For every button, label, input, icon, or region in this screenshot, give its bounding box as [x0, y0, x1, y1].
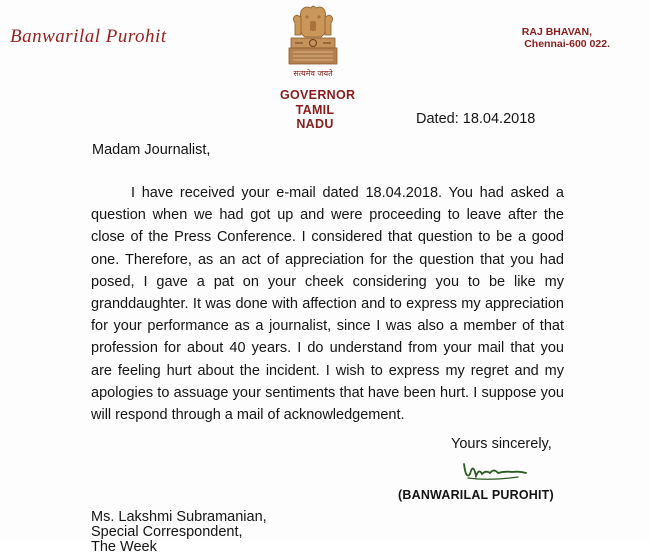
office-title-governor: GOVERNOR	[280, 88, 356, 102]
emblem-motto: सत्यमेव जयते	[293, 69, 333, 78]
state-emblem-icon	[283, 3, 343, 81]
recipient-title: Special Correspondent,	[91, 524, 243, 540]
closing: Yours sincerely,	[451, 436, 552, 452]
handwritten-signature	[460, 458, 530, 484]
letter-date: Dated: 18.04.2018	[416, 111, 536, 127]
signatory-name: (BANWARILAL PUROHIT)	[398, 488, 554, 502]
letter-body: I have received your e-mail dated 18.04.2018. You had asked a question when we had got up and were proceeding to leave after the close of the Press Conference. I considered that question to be a good one. Therefore, as an act of appreciation for the question that you had posed, I gave a pat on your cheek considering you to be like my granddaughter. It was done with affection and to express my appreciation for your performance as a journalist, since I was also a member of that profession for about 40 years. I do understand from your mail that you are feeling hurt about the incident. I wish to express my regret and my apologies to assuage your sentiments that have been hurt. I suppose you will respond through a mail of acknowledgement.	[91, 185, 564, 424]
letterhead-name: Banwarilal Purohit	[10, 26, 167, 47]
address-line-1: RAJ BHAVAN,	[521, 26, 592, 38]
recipient-name: Ms. Lakshmi Subramanian,	[91, 509, 267, 525]
salutation: Madam Journalist,	[92, 142, 211, 158]
office-title-state: TAMIL NADU	[295, 103, 335, 131]
address-line-2: Chennai-600 022.	[524, 38, 610, 50]
recipient-publication: The Week	[91, 539, 157, 555]
